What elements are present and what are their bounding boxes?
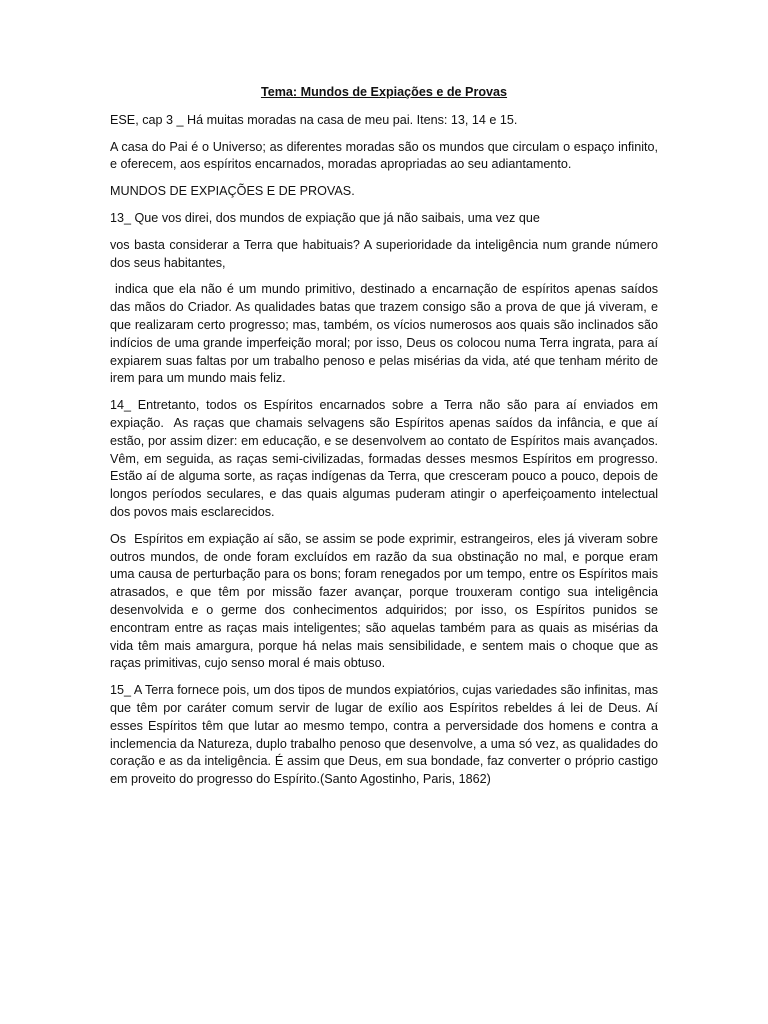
- item-13-paragraph: indica que ela não é um mundo primitivo, destinado a encarnação de espíritos apenas saídos das mãos do Criador. As qualidades batas que trazem consigo são a prova de que já viveram, e que realizaram certo progresso; mas, também, os vícios numerosos aos quais são inclinados são indícios de uma grande imperfeição moral; por isso, Deus os colocou numa Terra ingrata, para aí expiarem suas faltas por um trabalho penoso e pelas misérias da vida, até que tenham mérito de irem para um mundo mais feliz.: [110, 282, 662, 386]
- section-heading: MUNDOS DE EXPIAÇÕES E DE PROVAS.: [110, 184, 355, 199]
- intro-paragraph: A casa do Pai é o Universo; as diferentes moradas são os mundos que circulam o espaço infinito, e oferecem, aos espíritos encarnados, moradas apropriadas ao seu adiantamento.: [110, 139, 658, 172]
- item-13-line-1: 13_ Que vos direi, dos mundos de expiação que já não saibais, uma vez que: [110, 210, 540, 225]
- document-title: Tema: Mundos de Expiações e de Provas: [260, 85, 508, 99]
- item-14-continuation-paragraph: Os Espíritos em expiação aí são, se assim se pode exprimir, estrangeiros, eles já viveram sobre outros mundos, de onde foram excluídos em razão da sua obstinação no mal, e porque eram uma causa de perturbação para os bons; foram renegados por um tempo, entre os Espíritos mais atrasados, e que têm por missão fazer avançar, porque trouxeram contigo sua inteligência desenvolvida e o germe dos conhecimentos adquiridos; por isso, os Espíritos punidos se encontram entre as raças mais inteligentes; são aquelas também para as quais as misérias da vida têm mais amargura, porque há nelas mais sensibilidade, e sentem mais o choque que as raças primitivas, cujo senso moral é mais obtuso.: [110, 531, 662, 671]
- document-page: [110, 84, 662, 798]
- item-13-line-2: vos basta considerar a Terra que habituais? A superioridade da inteligência num grande número dos seus habitantes,: [110, 237, 658, 270]
- item-14-paragraph: 14_ Entretanto, todos os Espíritos encarnados sobre a Terra não são para aí enviados em expiação. As raças que chamais selvagens são Espíritos apenas saídos da infância, e que aí estão, por assim dizer: em educação, e se desenvolvem ao contato de Espíritos mais avançados. Vêm, em seguida, as raças semi-civilizadas, formadas desses mesmos Espíritos em progresso. Estão aí de alguma sorte, as raças indígenas da Terra, que cresceram pouco a pouco, depois de longos períodos seculares, e das quais algumas puderam atingir o aperfeiçoamento intelectual dos povos mais esclarecidos.: [110, 398, 662, 519]
- item-15-paragraph: 15_ A Terra fornece pois, um dos tipos de mundos expiatórios, cujas variedades são infinitas, mas que têm por caráter comum servir de lugar de exílio aos Espíritos rebeldes á lei de Deus. Aí esses Espíritos têm que lutar ao mesmo tempo, contra a perversidade dos homens e contra a inclemencia da Natureza, duplo trabalho penoso que desenvolve, a uma só vez, as qualidades do coração e as da inteligência. É assim que Deus, em sua bondade, faz converter o próprio castigo em proveito do progresso do Espírito.(Santo Agostinho, Paris, 1862): [110, 683, 658, 787]
- reference-line: ESE, cap 3 _ Há muitas moradas na casa de meu pai. Itens: 13, 14 e 15.: [110, 112, 518, 127]
